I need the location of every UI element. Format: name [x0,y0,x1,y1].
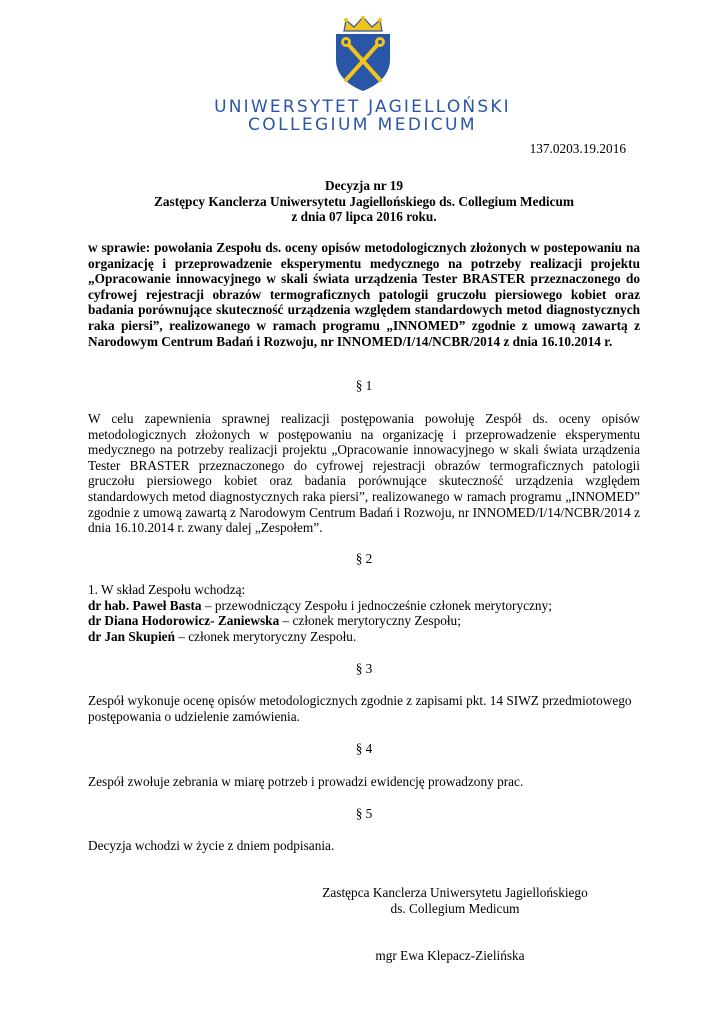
title-line-1: Decyzja nr 19 [324,178,404,193]
university-name: UNIWERSYTET JAGIELLOŃSKI [214,97,511,117]
decision-subject: w sprawie: powołania Zespołu ds. oceny opisów metodologicznych złożonych w postepowaniu na organizację i przeprowadzenie eksperymentu medycznego na potrzeby realizacji projektu „Opracowanie innowacyjnego w skali świata urządzenia Tester BRASTER przeznaczonego do cyfrowej rejestracji obrazów termograficznych patologii gruczołu piersiowego kobiet oraz badania porównujące skuteczność urządzenia względem standardowych metod diagnostycznych raka piersi”, realizowanego w ramach programu „INNOMED” zgodnie z umową zawartą z Narodowym Centrum Badań i Rozwoju, nr INNOMED/I/14/NCBR/2014 z dnia 16.10.2014 r. [88,240,640,349]
member-item [88,613,640,629]
title-line-2: Zastępcy Kanclerza Uniwersytetu Jagiellońskiego ds. Collegium Medicum [154,193,574,209]
section-3-text: Zespół wykonuje ocenę opisów metodologicznych zgodnie z zapisami pkt. 14 SIWZ przedmiotowego postępowania o udzielenie zamówienia. [88,693,632,724]
member-role: – członek merytoryczny Zespołu. [174,628,357,644]
signature-name: mgr Ewa Klepacz-Zielińska [375,948,525,963]
member-name: dr Diana Hodorowicz- Zaniewska [88,613,280,629]
decision-title [88,178,640,225]
title-line-3: z dnia 07 lipca 2016 roku. [291,209,437,225]
members-intro: 1. W skład Zespołu wchodzą: [88,582,246,597]
signature-title-line-2: ds. Collegium Medicum [390,900,520,916]
section-2-body [88,582,640,644]
section-1-text: W celu zapewnienia sprawnej realizacji postępowania powołuję Zespół ds. oceny opisów metodologicznych złożonych w postępowaniu na organizację i przeprowadzenie eksperymentu medycznego na potrzeby realizacji projektu „Opracowanie innowacyjnego w skali świata urządzenia Tester BRASTER przeznaczonego do cyfrowej rejestracji obrazów termograficznych patologii gruczołu piersiowego kobiet oraz badania porównujące skuteczność urządzenia względem standardowych metod diagnostycznych raka piersi”, realizowanego w ramach programu „INNOMED” zgodnie z umową zawartą z Narodowym Centrum Badań i Rozwoju, nr INNOMED/I/14/NCBR/2014 z dnia 16.10.2014 r. zwany dalej „Zespołem”. [88,411,640,536]
section-3-heading: § 3 [355,661,373,676]
section-1-heading: § 1 [355,378,373,393]
member-item [88,598,640,614]
reference-number: 137.0203.19.2016 [529,141,626,156]
section-5-heading: § 5 [355,806,373,821]
member-role: – członek merytoryczny Zespołu; [279,613,461,629]
college-name: COLLEGIUM MEDICUM [248,115,477,135]
section-5-text: Decyzja wchodzi w życie z dniem podpisania. [88,838,335,853]
section-4-text: Zespół zwołuje zebrania w miarę potrzeb i prowadzi ewidencję prowadzony prac. [88,774,524,789]
university-logo [0,16,725,134]
member-name: dr Jan Skupień [88,628,175,644]
member-name: dr hab. Paweł Basta [88,597,202,613]
section-2-heading: § 2 [355,551,373,566]
signature-title-line-1: Zastępca Kanclerza Uniwersytetu Jagiellońskiego [322,885,588,900]
signature-block [270,885,640,916]
university-crest-icon [332,16,394,92]
section-4-heading: § 4 [355,741,373,756]
member-role: – przewodniczący Zespołu i jednocześnie członek merytoryczny; [201,597,552,613]
member-item [88,629,640,645]
